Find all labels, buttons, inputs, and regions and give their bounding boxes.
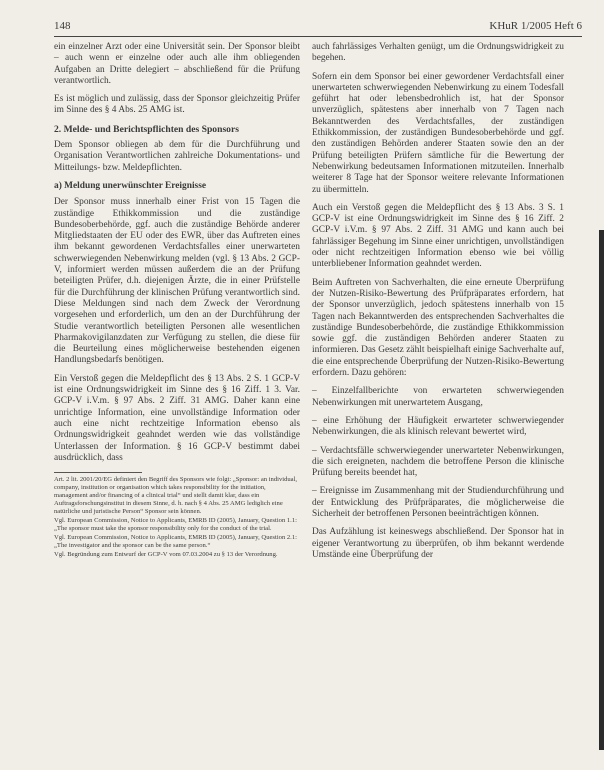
list-item: – eine Erhöhung der Häufigkeit erwarteter schwerwiegender Nebenwirkungen, die als klinisch relevant bewertet wird, [312,415,564,438]
page-header [54,18,582,37]
section-heading: 2. Melde- und Berichtspflichten des Sponsors [54,123,239,135]
right-column [312,42,564,568]
list-item: – Verdachtsfälle schwerwiegender unerwarteter Nebenwirkungen, die sich ereigneten, nachdem die betroffene Person die klinische Prüfung bereits beendet hat, [312,445,564,479]
paragraph: Beim Auftreten von Sachverhalten, die eine erneute Überprüfung der Nutzen-Risiko-Bewertung des Prüfpräparates erfordern, hat der Sponsor unverzüglich, jedoch spätestens innerhalb von 15 Tagen nach Bekanntwerden des entsprechenden Sachverhaltes die zuständige Bundesoberbehörde, die zuständige Ethikkommission sowie ggf. die zuständigen Behörden anderer Staaten zu informieren. Das Gesetz zählt beispielhaft einige Sachverhalte auf, die eine entsprechende Überprüfung der Nutzen-Risiko-Bewertung erfordern. Dazu gehören: [312,277,564,379]
footnote: Vgl. European Commission, Notice to Applicants, EMRB ID (2005), January, Question 2.1: „The investigator and the sponsor can be the same person.“ [54,534,297,550]
paragraph: ein einzelner Arzt oder eine Universität sein. Der Sponsor bleibt – auch wenn er einzelne oder auch alle ihm obliegenden Aufgaben an Dritte delegiert – abschließend für die Prüfung verantwortlich. [54,42,300,86]
scan-edge-shadow [599,230,604,750]
bullet-list [312,386,564,520]
list-item: – Einzelfallberichte von erwarteten schwerwiegenden Nebenwirkungen mit unerwartetem Ausgang, [312,386,564,408]
paragraph: Dem Sponsor obliegen ab dem für die Durchführung und Organisation Verantwortlichen zahlreiche Dokumentations- und Mitteilungs- bzw. Meldepflichten. [54,140,300,173]
left-column [54,42,300,560]
paragraph: Ein Verstoß gegen die Meldepflicht des § 13 Abs. 2 S. 1 GCP-V ist eine Ordnungswidrigkeit im Sinne des § 16 Ziff. 1 3. Var. GCP-V i.V.m. § 97 Abs. 2 Ziff. 31 AMG. Daher kann eine unrichtige Information, eine unvollständige Information oder auch eine nicht rechtzeitige Information ebenso als Ordnungswidrigkeit geahndet werden wie das vollständige Unterlassen der Information. § 16 GCP-V bestimmt dabei ausdrücklich, dass [54,373,300,463]
subsection-heading: a) Meldung unerwünschter Ereignisse [54,180,207,191]
footnote: Vgl. European Commission, Notice to Applicants, EMRB ID (2005), January, Question 1.1: „The sponsor must take the sponsor responsibility only for the conduct of the trial. [54,517,297,533]
page-number: 148 [54,20,71,32]
paragraph: Das Aufzählung ist keineswegs abschließend. Der Sponsor hat in eigener Verantwortung zu überprüfen, ob ihm bekannt werdende Umstände eine Überprüfung der [312,527,564,560]
paragraph: Auch ein Verstoß gegen die Meldepflicht des § 13 Abs. 3 S. 1 GCP-V ist eine Ordnungswidrigkeit im Sinne des § 16 Ziff. 2 GCP-V i.V.m. § 97 Abs. 2 Ziff. 31 AMG und kann auch bei fahrlässiger Begehung im Sinne einer unrichtigen, unvollständigen oder nicht rechtzeitigen Information ebenso wie bei völlig unterbliebener Information geahndet werden. [312,202,564,270]
paragraph: Es ist möglich und zulässig, dass der Sponsor gleichzeitig Prüfer im Sinne des § 4 Abs. 25 AMG ist. [54,94,300,116]
journal-reference: KHuR 1/2005 Heft 6 [489,20,582,32]
footnote-divider [54,472,142,473]
paragraph: Der Sponsor muss innerhalb einer Frist von 15 Tagen die zuständige Ethikkommission und die zuständige Bundesoberbehörde, ggf. auch die zuständige Behörde anderer Mitgliedstaaten der EU oder des EWR, über das Auftreten eines ihm bekannt gewordenen Verdachtsfalles einer unerwarteten schwerwiegenden Nebenwirkung melden (vgl. § 13 Abs. 2 GCP-V, informiert werden müssen außerdem die an der Prüfung beteiligten Prüfer, d.h. diejenigen Ärzte, die in einer Prüfstelle für die Durchführung der klinischen Prüfung verantwortlich sind. Diese Meldungen sind nach dem Zweck der Verordnung vorgesehen und erforderlich, um den an der Durchführung der Studie verantwortlich beteiligten Personen alle wesentlichen Pharmakovigilanzdaten zur Verfügung zu stellen, die diese für die Beurteilung eines möglicherweise bestehenden eigenen Handlungsbedarfs benötigen. [54,197,300,366]
footnote: Art. 2 lit. 2001/20/EG definiert den Begriff des Sponsors wie folgt: „Sponsor: an individual, company, institution or organisation which takes responsibility for the initiation, management and/or financing of a clinical trial“ und stellt damit klar, dass ein Auftragsforschungsinstitut in diesem Sinne, d. h. nach § 4 Abs. 25 AMG lediglich eine natürliche und juristische Person“ Sponsor sein können. [54,476,298,516]
paragraph: auch fahrlässiges Verhalten genügt, um die Ordnungswidrigkeit zu begehen. [312,42,564,64]
footnote: Vgl. Begründung zum Entwurf der GCP-V vom 07.03.2004 zu § 13 der Verordnung. [54,551,278,559]
paragraph: Sofern ein dem Sponsor bei einer gewordener Verdachtsfall einer unerwarteten schwerwiegenden Nebenwirkung zu einem Todesfall geführt hat oder lebensbedrohlich ist, hat der Sponsor unverzüglich, spätestens aber innerhalb von 7 Tagen nach Bekanntwerden des Verdachtsfalles, der zuständigen Ethikkommission, der zuständigen Bundesoberbehörde und ggf. den zuständigen Behörden anderer Staaten sowie den an der Prüfung beteiligten Prüfern sämtliche für die Bewertung der Nebenwirkung bedeutsamen Informationen mitzuteilen. Innerhalb weiterer 8 Tage hat der Sponsor weitere relevante Informationen zu übermitteln. [312,71,564,195]
list-item: – Ereignisse im Zusammenhang mit der Studiendurchführung und der Entwicklung des Prüfpräparates, die möglicherweise die Sicherheit der betroffenen Personen beeinträchtigen können. [312,486,564,519]
footnotes [54,476,300,559]
